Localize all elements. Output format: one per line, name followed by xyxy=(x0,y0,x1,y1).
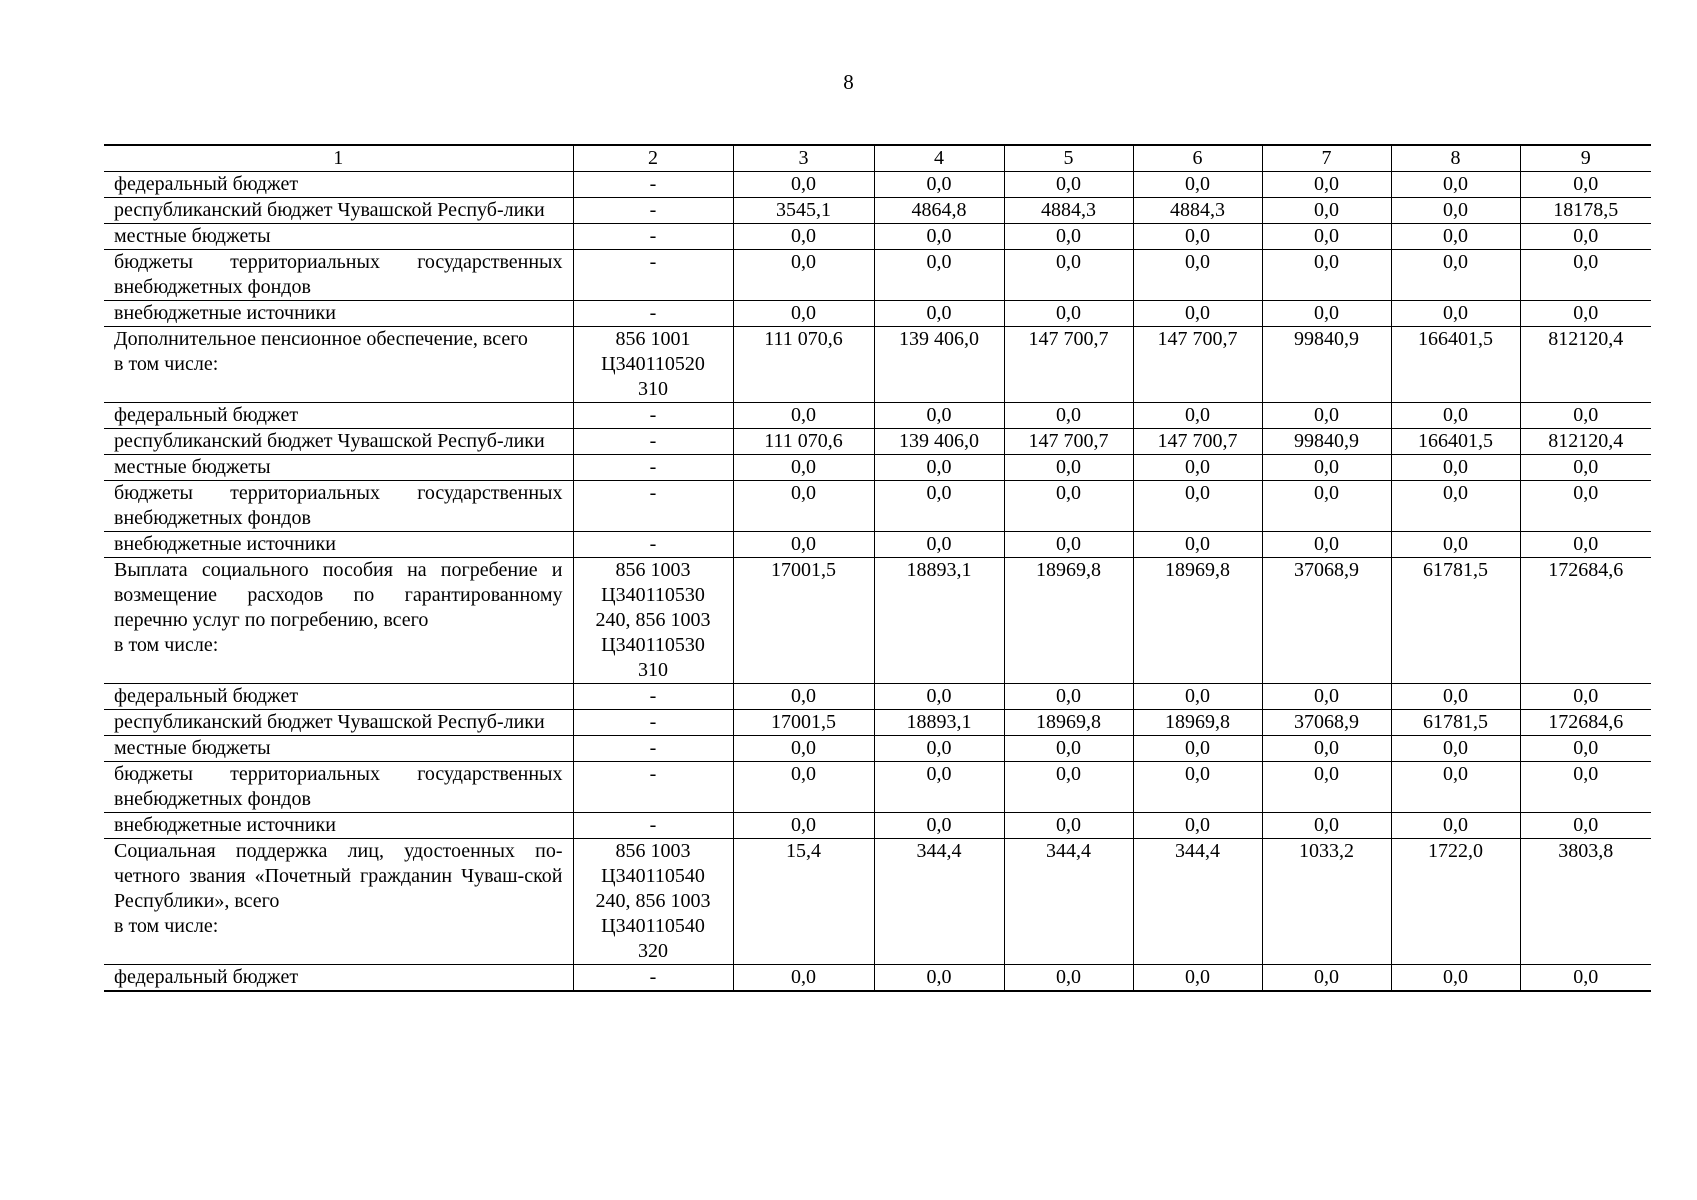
value-cell: 0,0 xyxy=(874,965,1004,992)
budget-code: 856 1003 Ц340110530 240, 856 1003 Ц340110530 310 xyxy=(573,558,733,684)
table-row xyxy=(104,813,1651,839)
row-name: местные бюджеты xyxy=(104,455,573,481)
value-cell: 0,0 xyxy=(1520,224,1651,250)
value-cell: 0,0 xyxy=(1133,965,1262,992)
row-name: бюджеты территориальных государственных внебюджетных фондов xyxy=(104,250,573,301)
value-cell: 0,0 xyxy=(874,762,1004,813)
value-cell: 99840,9 xyxy=(1262,429,1391,455)
table-row xyxy=(104,429,1651,455)
value-cell: 172684,6 xyxy=(1520,710,1651,736)
budget-code: - xyxy=(573,172,733,198)
table-row xyxy=(104,839,1651,965)
value-cell: 0,0 xyxy=(1520,250,1651,301)
value-cell: 139 406,0 xyxy=(874,327,1004,403)
value-cell: 0,0 xyxy=(1262,813,1391,839)
value-cell: 0,0 xyxy=(1262,965,1391,992)
value-cell: 61781,5 xyxy=(1391,710,1520,736)
table-row xyxy=(104,455,1651,481)
value-cell: 0,0 xyxy=(1391,172,1520,198)
budget-code: - xyxy=(573,965,733,992)
value-cell: 1033,2 xyxy=(1262,839,1391,965)
value-cell: 0,0 xyxy=(1004,301,1133,327)
column-header: 2 xyxy=(573,145,733,172)
row-name: Социальная поддержка лиц, удостоенных по-четного звания «Почетный гражданин Чуваш-ской Республики», всего в том числе: xyxy=(104,839,573,965)
table-row xyxy=(104,327,1651,403)
value-cell: 0,0 xyxy=(1004,736,1133,762)
header-row xyxy=(104,145,1651,172)
budget-code: - xyxy=(573,198,733,224)
value-cell: 0,0 xyxy=(1133,813,1262,839)
value-cell: 0,0 xyxy=(1004,532,1133,558)
value-cell: 0,0 xyxy=(1133,481,1262,532)
value-cell: 0,0 xyxy=(1262,403,1391,429)
value-cell: 344,4 xyxy=(1004,839,1133,965)
value-cell: 0,0 xyxy=(733,965,874,992)
value-cell: 0,0 xyxy=(1391,965,1520,992)
column-header: 9 xyxy=(1520,145,1651,172)
value-cell: 0,0 xyxy=(1133,224,1262,250)
value-cell: 0,0 xyxy=(874,224,1004,250)
value-cell: 147 700,7 xyxy=(1004,429,1133,455)
column-header: 8 xyxy=(1391,145,1520,172)
table-row xyxy=(104,736,1651,762)
value-cell: 0,0 xyxy=(1004,250,1133,301)
table-row xyxy=(104,403,1651,429)
budget-code: - xyxy=(573,532,733,558)
budget-code: - xyxy=(573,250,733,301)
table-row xyxy=(104,710,1651,736)
value-cell: 0,0 xyxy=(1262,301,1391,327)
value-cell: 0,0 xyxy=(1391,736,1520,762)
value-cell: 18893,1 xyxy=(874,558,1004,684)
value-cell: 147 700,7 xyxy=(1133,429,1262,455)
value-cell: 0,0 xyxy=(1133,172,1262,198)
value-cell: 166401,5 xyxy=(1391,429,1520,455)
value-cell: 0,0 xyxy=(874,455,1004,481)
budget-code: - xyxy=(573,762,733,813)
table-row xyxy=(104,965,1651,992)
value-cell: 139 406,0 xyxy=(874,429,1004,455)
column-header: 3 xyxy=(733,145,874,172)
value-cell: 0,0 xyxy=(1391,481,1520,532)
value-cell: 3803,8 xyxy=(1520,839,1651,965)
value-cell: 0,0 xyxy=(874,403,1004,429)
value-cell: 0,0 xyxy=(1520,455,1651,481)
table-row xyxy=(104,762,1651,813)
value-cell: 0,0 xyxy=(1004,481,1133,532)
value-cell: 344,4 xyxy=(1133,839,1262,965)
value-cell: 0,0 xyxy=(733,224,874,250)
row-name: федеральный бюджет xyxy=(104,172,573,198)
value-cell: 0,0 xyxy=(1520,481,1651,532)
value-cell: 0,0 xyxy=(1391,813,1520,839)
row-name: республиканский бюджет Чувашской Респуб-лики xyxy=(104,710,573,736)
value-cell: 17001,5 xyxy=(733,710,874,736)
budget-code: 856 1001 Ц340110520 310 xyxy=(573,327,733,403)
value-cell: 0,0 xyxy=(1520,684,1651,710)
value-cell: 4884,3 xyxy=(1133,198,1262,224)
value-cell: 0,0 xyxy=(1262,198,1391,224)
value-cell: 0,0 xyxy=(874,481,1004,532)
value-cell: 0,0 xyxy=(1133,532,1262,558)
table-row xyxy=(104,301,1651,327)
value-cell: 0,0 xyxy=(1133,736,1262,762)
value-cell: 111 070,6 xyxy=(733,327,874,403)
table-row xyxy=(104,481,1651,532)
value-cell: 0,0 xyxy=(1391,455,1520,481)
value-cell: 147 700,7 xyxy=(1004,327,1133,403)
column-header: 5 xyxy=(1004,145,1133,172)
value-cell: 0,0 xyxy=(1520,813,1651,839)
value-cell: 0,0 xyxy=(1520,762,1651,813)
budget-code: - xyxy=(573,481,733,532)
budget-code: - xyxy=(573,455,733,481)
value-cell: 0,0 xyxy=(1004,224,1133,250)
value-cell: 812120,4 xyxy=(1520,327,1651,403)
value-cell: 0,0 xyxy=(1520,532,1651,558)
value-cell: 61781,5 xyxy=(1391,558,1520,684)
value-cell: 0,0 xyxy=(733,813,874,839)
value-cell: 0,0 xyxy=(733,250,874,301)
value-cell: 166401,5 xyxy=(1391,327,1520,403)
row-name: Выплата социального пособия на погребение и возмещение расходов по гарантированному перечню услуг по погребению, всего в том числе: xyxy=(104,558,573,684)
value-cell: 111 070,6 xyxy=(733,429,874,455)
page-number: 8 xyxy=(843,70,854,94)
value-cell: 0,0 xyxy=(733,403,874,429)
value-cell: 99840,9 xyxy=(1262,327,1391,403)
budget-code: - xyxy=(573,301,733,327)
value-cell: 0,0 xyxy=(1262,736,1391,762)
value-cell: 0,0 xyxy=(733,455,874,481)
value-cell: 0,0 xyxy=(1004,455,1133,481)
column-header: 6 xyxy=(1133,145,1262,172)
value-cell: 0,0 xyxy=(1391,250,1520,301)
table-row xyxy=(104,198,1651,224)
column-header: 7 xyxy=(1262,145,1391,172)
value-cell: 0,0 xyxy=(1133,684,1262,710)
row-name: федеральный бюджет xyxy=(104,403,573,429)
table-row xyxy=(104,172,1651,198)
budget-code: 856 1003 Ц340110540 240, 856 1003 Ц340110540 320 xyxy=(573,839,733,965)
value-cell: 0,0 xyxy=(1391,684,1520,710)
row-name: внебюджетные источники xyxy=(104,813,573,839)
value-cell: 0,0 xyxy=(1262,532,1391,558)
value-cell: 0,0 xyxy=(1391,198,1520,224)
budget-code: - xyxy=(573,429,733,455)
value-cell: 4884,3 xyxy=(1004,198,1133,224)
column-header: 4 xyxy=(874,145,1004,172)
value-cell: 0,0 xyxy=(1520,403,1651,429)
row-name: внебюджетные источники xyxy=(104,301,573,327)
value-cell: 0,0 xyxy=(1262,455,1391,481)
table-row xyxy=(104,532,1651,558)
value-cell: 0,0 xyxy=(1520,965,1651,992)
value-cell: 0,0 xyxy=(1133,250,1262,301)
row-name: внебюджетные источники xyxy=(104,532,573,558)
value-cell: 0,0 xyxy=(1004,403,1133,429)
value-cell: 0,0 xyxy=(1391,762,1520,813)
value-cell: 0,0 xyxy=(733,762,874,813)
value-cell: 0,0 xyxy=(1262,684,1391,710)
row-name: федеральный бюджет xyxy=(104,965,573,992)
value-cell: 0,0 xyxy=(1520,172,1651,198)
value-cell: 0,0 xyxy=(1004,684,1133,710)
value-cell: 0,0 xyxy=(1262,481,1391,532)
value-cell: 0,0 xyxy=(733,684,874,710)
value-cell: 0,0 xyxy=(733,301,874,327)
value-cell: 37068,9 xyxy=(1262,710,1391,736)
budget-code: - xyxy=(573,736,733,762)
value-cell: 812120,4 xyxy=(1520,429,1651,455)
value-cell: 15,4 xyxy=(733,839,874,965)
row-name: местные бюджеты xyxy=(104,736,573,762)
value-cell: 0,0 xyxy=(733,481,874,532)
value-cell: 0,0 xyxy=(1391,532,1520,558)
value-cell: 18969,8 xyxy=(1133,558,1262,684)
row-name: федеральный бюджет xyxy=(104,684,573,710)
row-name: бюджеты территориальных государственных внебюджетных фондов xyxy=(104,762,573,813)
row-name: республиканский бюджет Чувашской Респуб-лики xyxy=(104,429,573,455)
row-name: республиканский бюджет Чувашской Респуб-лики xyxy=(104,198,573,224)
table-row xyxy=(104,558,1651,684)
value-cell: 18969,8 xyxy=(1004,710,1133,736)
value-cell: 0,0 xyxy=(874,301,1004,327)
value-cell: 0,0 xyxy=(1391,224,1520,250)
value-cell: 0,0 xyxy=(1391,403,1520,429)
value-cell: 0,0 xyxy=(874,813,1004,839)
column-header: 1 xyxy=(104,145,573,172)
table-row xyxy=(104,684,1651,710)
value-cell: 1722,0 xyxy=(1391,839,1520,965)
row-name: местные бюджеты xyxy=(104,224,573,250)
budget-code: - xyxy=(573,710,733,736)
value-cell: 0,0 xyxy=(733,736,874,762)
budget-code: - xyxy=(573,403,733,429)
value-cell: 0,0 xyxy=(1133,455,1262,481)
value-cell: 0,0 xyxy=(1262,172,1391,198)
row-name: Дополнительное пенсионное обеспечение, всего в том числе: xyxy=(104,327,573,403)
value-cell: 0,0 xyxy=(1133,301,1262,327)
value-cell: 0,0 xyxy=(1004,965,1133,992)
value-cell: 147 700,7 xyxy=(1133,327,1262,403)
value-cell: 18178,5 xyxy=(1520,198,1651,224)
value-cell: 0,0 xyxy=(733,172,874,198)
value-cell: 0,0 xyxy=(874,250,1004,301)
value-cell: 18969,8 xyxy=(1133,710,1262,736)
value-cell: 0,0 xyxy=(1262,762,1391,813)
value-cell: 0,0 xyxy=(1262,224,1391,250)
table-row xyxy=(104,250,1651,301)
value-cell: 0,0 xyxy=(1133,403,1262,429)
value-cell: 0,0 xyxy=(1391,301,1520,327)
budget-code: - xyxy=(573,684,733,710)
value-cell: 4864,8 xyxy=(874,198,1004,224)
value-cell: 0,0 xyxy=(874,684,1004,710)
value-cell: 0,0 xyxy=(1262,250,1391,301)
value-cell: 0,0 xyxy=(1004,813,1133,839)
value-cell: 0,0 xyxy=(1004,762,1133,813)
value-cell: 18893,1 xyxy=(874,710,1004,736)
value-cell: 0,0 xyxy=(733,532,874,558)
value-cell: 0,0 xyxy=(1520,301,1651,327)
value-cell: 0,0 xyxy=(874,532,1004,558)
budget-code: - xyxy=(573,813,733,839)
budget-code: - xyxy=(573,224,733,250)
value-cell: 37068,9 xyxy=(1262,558,1391,684)
value-cell: 0,0 xyxy=(1004,172,1133,198)
row-name: бюджеты территориальных государственных внебюджетных фондов xyxy=(104,481,573,532)
budget-table xyxy=(104,144,1651,992)
value-cell: 0,0 xyxy=(874,172,1004,198)
value-cell: 3545,1 xyxy=(733,198,874,224)
value-cell: 0,0 xyxy=(1133,762,1262,813)
value-cell: 344,4 xyxy=(874,839,1004,965)
value-cell: 0,0 xyxy=(1520,736,1651,762)
value-cell: 0,0 xyxy=(874,736,1004,762)
value-cell: 172684,6 xyxy=(1520,558,1651,684)
value-cell: 17001,5 xyxy=(733,558,874,684)
table-row xyxy=(104,224,1651,250)
value-cell: 18969,8 xyxy=(1004,558,1133,684)
